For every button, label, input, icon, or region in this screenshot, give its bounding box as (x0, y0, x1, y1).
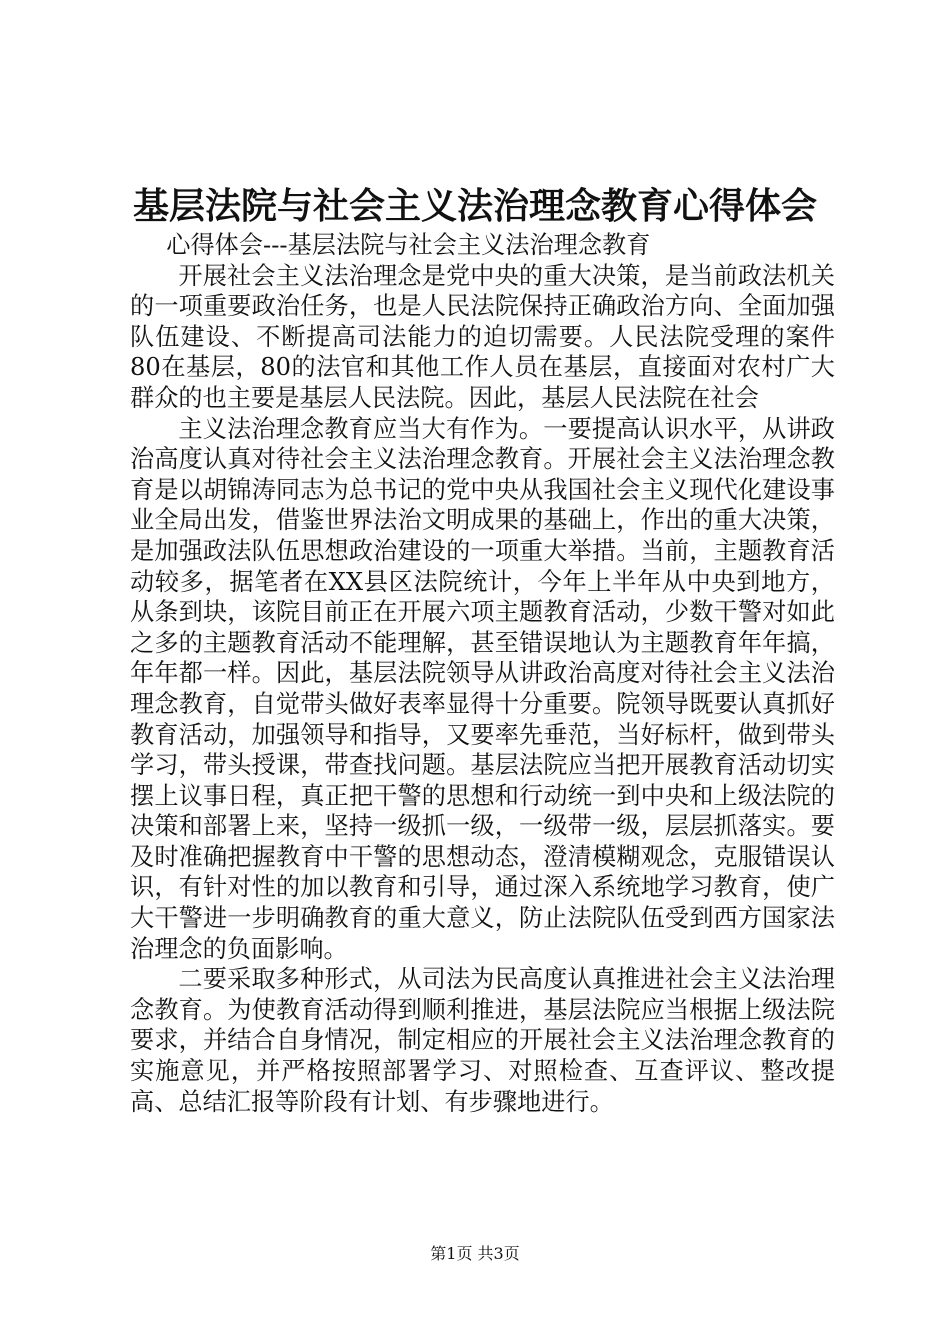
document-subtitle: 心得体会---基层法院与社会主义法治理念教育 (166, 231, 651, 259)
paragraph-2: 主义法治理念教育应当大有作为。一要提高认识水平，从讲政治高度认真对待社会主义法治理念教育。开展社会主义法治理念教育是以胡锦涛同志为总书记的党中央从我国社会主义现代化建设事业全局出发，借鉴世界法治文明成果的基础上，作出的重大决策，是加强政法队伍思想政治建设的一项重大举措。当前，主题教育活动较多，据笔者在XX县区法院统计，今年上半年从中央到地方，从条到块，该院目前正在开展六项主题教育活动，少数干警对如此之多的主题教育活动不能理解，甚至错误地认为主题教育年年搞，年年都一样。因此，基层法院领导从讲政治高度对待社会主义法治理念教育，自觉带头做好表率显得十分重要。院领导既要认真抓好教育活动，加强领导和指导，又要率先垂范，当好标杆，做到带头学习，带头授课，带查找问题。基层法院应当把开展教育活动切实摆上议事日程，真正把干警的思想和行动统一到中央和上级法院的决策和部署上来，坚持一级抓一级，一级带一级，层层抓落实。要及时准确把握教育中干警的思想动态，澄清模糊观念，克服错误认识，有针对性的加以教育和引导，通过深入系统地学习教育，使广大干警进一步明确教育的重大意义，防止法院队伍受到西方国家法治理念的负面影响。 (130, 414, 835, 963)
page-number-footer: 第1页 共3页 (430, 1244, 520, 1263)
document-body (130, 230, 835, 1117)
paragraph-1: 开展社会主义法治理念是党中央的重大决策，是当前政法机关的一项重要政治任务，也是人民法院保持正确政治方向、全面加强队伍建设、不断提高司法能力的迫切需要。人民法院受理的案件80在基层，80的法官和其他工作人员在基层，直接面对农村广大群众的也主要是基层人民法院。因此，基层人民法院在社会 (130, 261, 835, 412)
document-title: 基层法院与社会主义法治理念教育心得体会 (132, 185, 817, 227)
paragraph-3: 二要采取多种形式，从司法为民高度认真推进社会主义法治理念教育。为使教育活动得到顺利推进，基层法院应当根据上级法院要求，并结合自身情况，制定相应的开展社会主义法治理念教育的实施意见，并严格按照部署学习、对照检查、互查评议、整改提高、总结汇报等阶段有计划、有步骤地进行。 (130, 965, 835, 1116)
